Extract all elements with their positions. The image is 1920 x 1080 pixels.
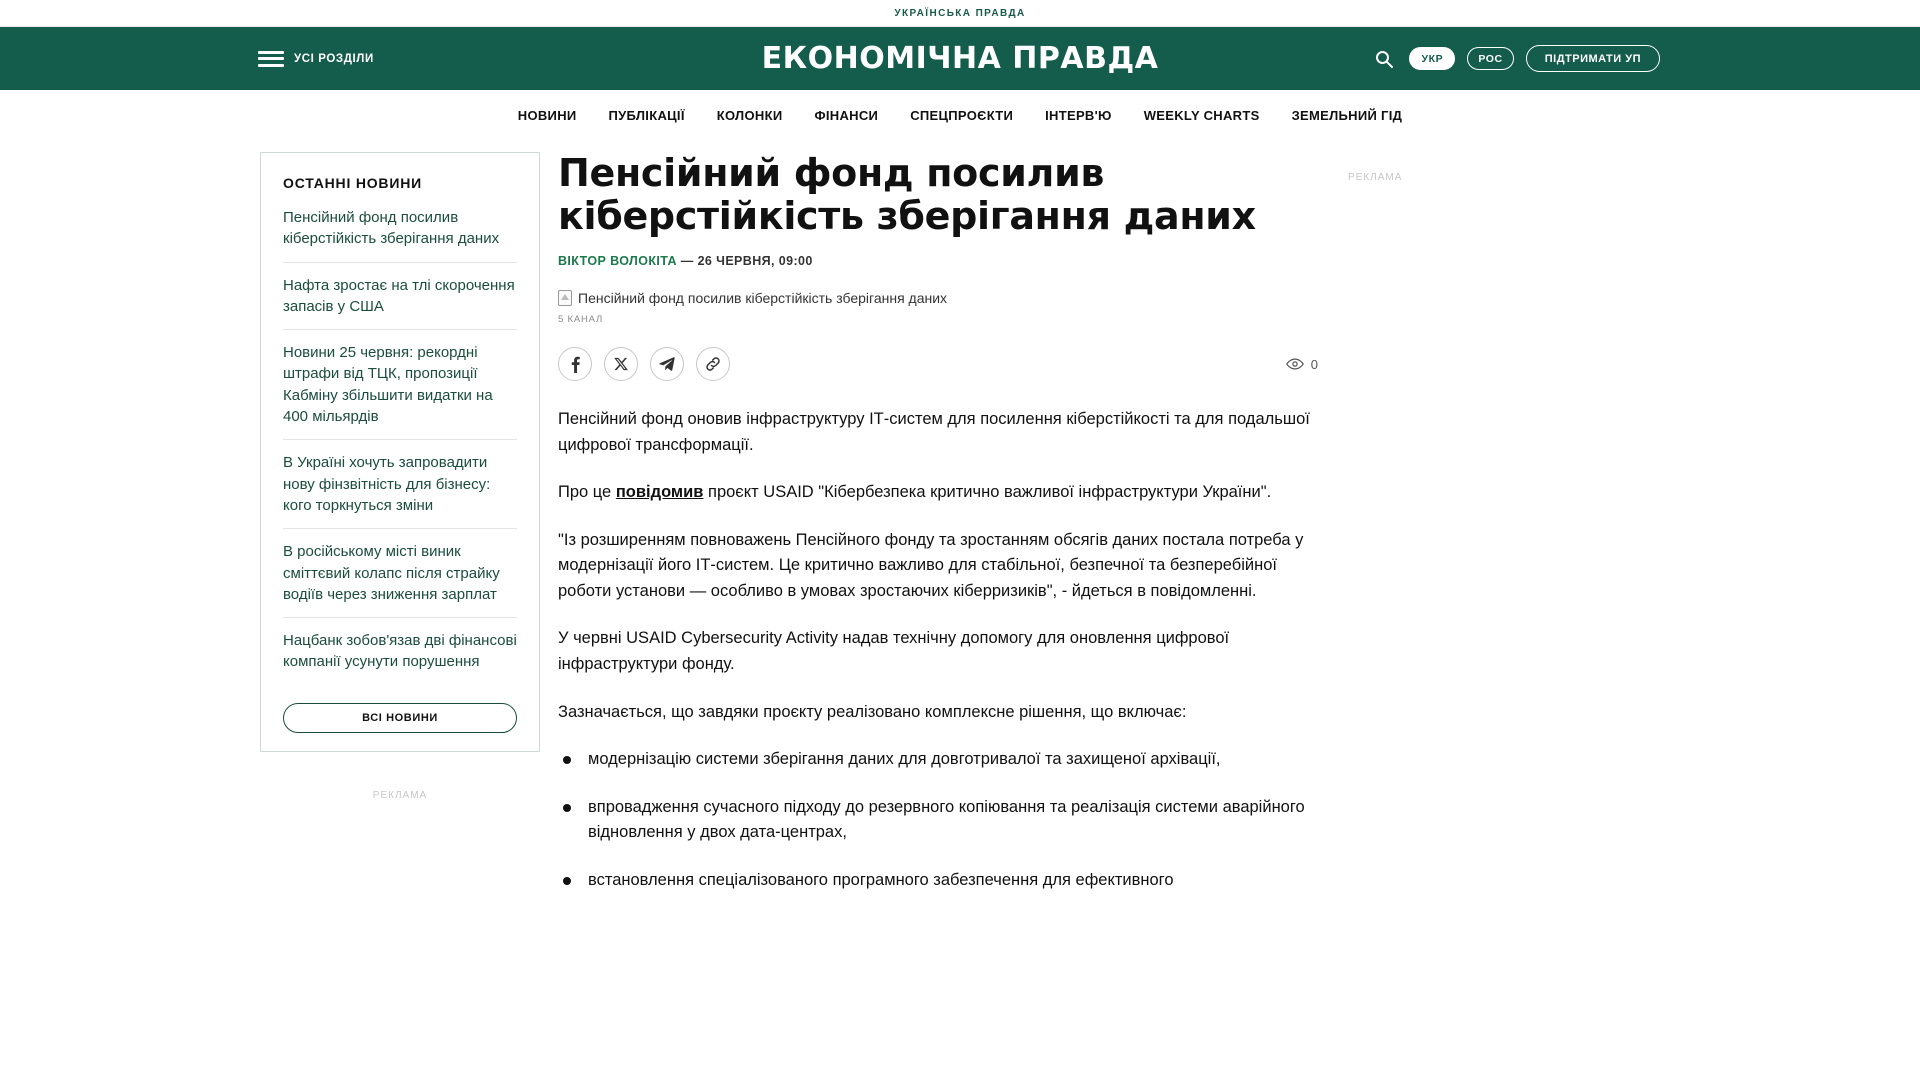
- eye-icon: [1286, 358, 1304, 370]
- support-button[interactable]: ПІДТРИМАТИ УП: [1526, 45, 1660, 72]
- lang-switch-rus[interactable]: РОС: [1467, 47, 1513, 70]
- latest-news-box: [260, 152, 540, 752]
- menu-button[interactable]: [258, 51, 374, 67]
- list-item: модернізацію системи зберігання даних для довготривалої та захищеної архівації,: [558, 747, 1318, 773]
- article-body: [558, 407, 1318, 893]
- article-date: 26 ЧЕРВНЯ, 09:00: [697, 254, 813, 269]
- nav-item-zemelnyi-hid[interactable]: ЗЕМЕЛЬНИЙ ГІД: [1291, 108, 1403, 123]
- facebook-share-icon[interactable]: [558, 347, 592, 381]
- all-news-button[interactable]: ВСІ НОВИНИ: [283, 703, 517, 733]
- header-actions: [1371, 45, 1660, 72]
- main-nav: [0, 90, 1920, 142]
- copy-link-icon[interactable]: [696, 347, 730, 381]
- ukrainska-pravda-brand[interactable]: УКРАЇНСЬКА ПРАВДА: [894, 7, 1026, 19]
- article-paragraph: У червні USAID Cybersecurity Activity надав технічну допомогу для оновлення цифрової інфраструктури фонду.: [558, 629, 1230, 674]
- article-paragraph: Пенсійний фонд оновив інфраструктуру ІТ-систем для посилення кіберстійкості та для подальшої цифрової трансформації.: [558, 410, 1310, 454]
- telegram-share-icon[interactable]: [650, 347, 684, 381]
- twitter-x-share-icon[interactable]: [604, 347, 638, 381]
- share-row: [558, 347, 1318, 381]
- hero-image-caption: 5 КАНАЛ: [558, 314, 604, 326]
- site-header: [0, 27, 1920, 90]
- article: [558, 152, 1318, 915]
- nav-item-kolonky[interactable]: КОЛОНКИ: [716, 108, 783, 123]
- list-item[interactable]: Нацбанк зобов'язав дві фінансові компанії усунути порушення: [283, 632, 517, 671]
- search-icon[interactable]: [1371, 46, 1397, 72]
- list-item[interactable]: В російському місті виник сміттєвий колапс після страйку водіїв через зниження зарплат: [283, 529, 517, 618]
- paragraph-prefix: Про це: [558, 483, 616, 502]
- hero-image-broken: [558, 290, 1318, 306]
- list-item[interactable]: В Україні хочуть запровадити нову фінзвітність для бізнесу: кого торкнуться зміни: [283, 440, 517, 529]
- source-link[interactable]: повідомив: [615, 483, 704, 502]
- broken-image-icon: [558, 290, 572, 306]
- list-item: впровадження сучасного підходу до резервного копіювання та реалізація системи аварійного відновлення у двох дата-центрах,: [558, 795, 1318, 846]
- hero-image-alt-text: Пенсійний фонд посилив кіберстійкість зберігання даних: [578, 290, 948, 307]
- right-rail: [1348, 152, 1920, 183]
- top-brand-strip: [0, 0, 1920, 27]
- hamburger-icon[interactable]: [258, 51, 284, 67]
- list-item[interactable]: Пенсійний фонд посилив кіберстійкість зберігання даних: [283, 207, 517, 263]
- sidebar: [260, 152, 540, 801]
- page-title: Пенсійний фонд посилив кіберстійкість зберігання даних: [558, 151, 1256, 238]
- lang-switch-ukr[interactable]: УКР: [1409, 47, 1455, 70]
- sidebar-ad-label: РЕКЛАМА: [372, 789, 428, 801]
- byline-separator: —: [680, 254, 694, 269]
- article-author[interactable]: ВІКТОР ВОЛОКІТА: [558, 254, 677, 269]
- latest-news-title: ОСТАННІ НОВИНИ: [283, 175, 422, 191]
- nav-item-finansy[interactable]: ФІНАНСИ: [814, 108, 879, 123]
- right-rail-ad-label: РЕКЛАМА: [1348, 172, 1403, 183]
- paragraph-suffix: проєкт USAID "Кібербезпека критично важливої інфраструктури України".: [703, 483, 1272, 502]
- page-body: [0, 142, 1920, 915]
- list-item[interactable]: Нафта зростає на тлі скорочення запасів у США: [283, 263, 517, 331]
- share-icons: [558, 347, 730, 381]
- nav-item-novyny[interactable]: НОВИНИ: [517, 108, 577, 123]
- views-count: 0: [1310, 356, 1318, 372]
- article-paragraph: Зазначається, що завдяки проєкту реалізовано комплексне рішення, що включає:: [558, 702, 1187, 721]
- article-paragraph-with-link: [558, 480, 1318, 506]
- nav-item-publikatsii[interactable]: ПУБЛІКАЦІЇ: [608, 108, 685, 123]
- list-item: встановлення спеціалізованого програмного забезпечення для ефективного: [558, 868, 1318, 894]
- list-item[interactable]: Новини 25 червня: рекордні штрафи від ТЦК, пропозиції Кабміну збільшити видатки на 400 мільярдів: [283, 330, 517, 440]
- site-logo[interactable]: ЕКОНОМІЧНА ПРАВДА: [761, 41, 1159, 76]
- article-paragraph: "Із розширенням повноважень Пенсійного фонду та зростанням обсягів даних постала потреба у модернізації його ІТ-систем. Це критично важливо для стабільної, безпечної та безперебійної роботи установи — особливо в умовах зростаючих кіберризиків", - йдеться в повідомленні.: [558, 530, 1304, 600]
- article-bullet-list: [558, 747, 1318, 893]
- menu-label: УСІ РОЗДІЛИ: [294, 52, 374, 65]
- nav-item-spetsproekty[interactable]: СПЕЦПРОЄКТИ: [910, 108, 1014, 123]
- byline: [558, 254, 1318, 268]
- nav-item-interviu[interactable]: ІНТЕРВ'Ю: [1045, 108, 1112, 123]
- nav-item-weekly-charts[interactable]: WEEKLY CHARTS: [1143, 108, 1260, 123]
- views-counter: [1286, 357, 1318, 372]
